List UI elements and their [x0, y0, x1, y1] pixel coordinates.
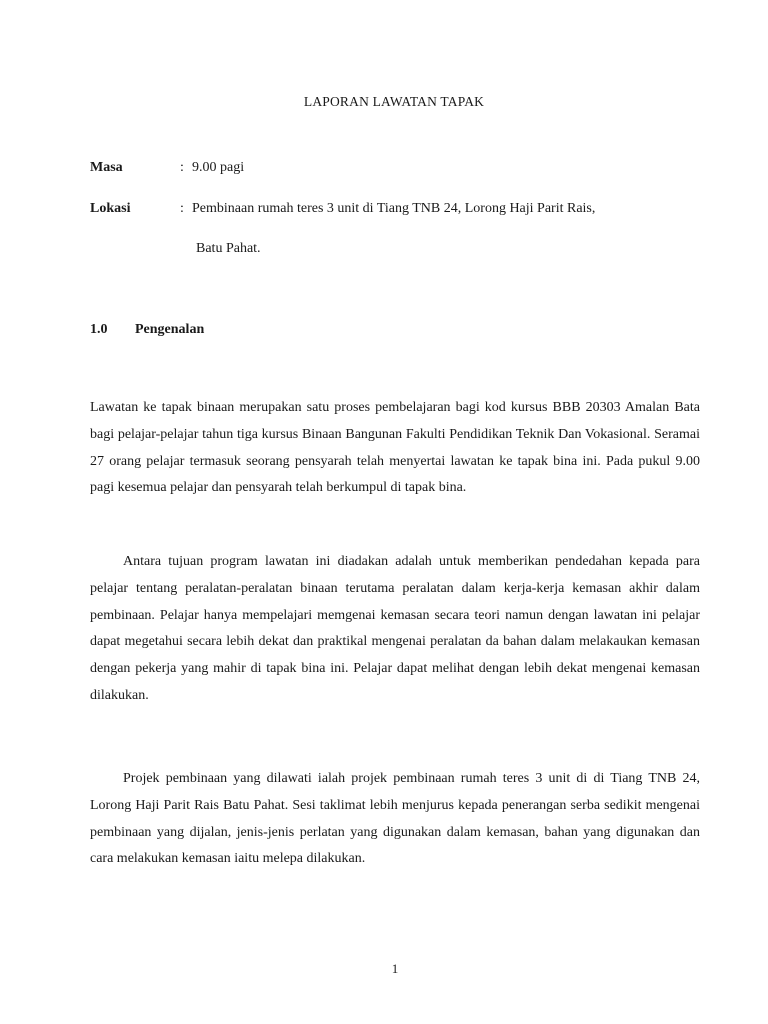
field-value-lokasi-continued: Batu Pahat.: [196, 241, 261, 256]
field-label-masa: Masa: [90, 160, 123, 175]
paragraph-1: Lawatan ke tapak binaan merupakan satu proses pembelajaran bagi kod kursus BBB 20303 Amalan Bata bagi pelajar-pelajar tahun tiga kursus Binaan Bangunan Fakulti Pendidikan Teknik Dan Vokasional. Seramai 27 orang pelajar termasuk seorang pensyarah telah menyertai lawatan ke tapak bina ini. Pada pukul 9.00 pagi kesemua pelajar dan pensyarah telah berkumpul di tapak bina.: [90, 400, 700, 496]
field-label-lokasi: Lokasi: [90, 201, 131, 216]
field-value-lokasi: Pembinaan rumah teres 3 unit di Tiang TNB 24, Lorong Haji Parit Rais,: [192, 201, 596, 216]
section-number: 1.0: [90, 322, 108, 337]
field-colon: :: [180, 160, 184, 175]
paragraph-3: Projek pembinaan yang dilawati ialah projek pembinaan rumah teres 3 unit di di Tiang TNB 24, Lorong Haji Parit Rais Batu Pahat. Sesi taklimat lebih menjurus kepada penerangan serba sedikit mengenai pembinaan yang dijalan, jenis-jenis perlatan yang digunakan dalam kemasan, bahan yang digunakan dan cara melakukan kemasan iaitu melepa dilakukan.: [90, 771, 700, 867]
field-colon: :: [180, 201, 184, 216]
page-number: 1: [391, 961, 399, 976]
document-title: LAPORAN LAWATAN TAPAK: [303, 94, 485, 109]
field-value-masa: 9.00 pagi: [192, 160, 245, 175]
section-title: Pengenalan: [135, 322, 205, 337]
paragraph-2: Antara tujuan program lawatan ini diadakan adalah untuk memberikan pendedahan kepada para pelajar tentang peralatan-peralatan binaan terutama peralatan dalam kerja-kerja kemasan akhir dalam pembinaan. Pelajar hanya mempelajari memgenai kemasan secara teori namun dengan lawatan ini pelajar dapat megetahui secara lebih dekat dan praktikal mengenai peralatan da bahan dalam melakaukan kemasan dengan pekerja yang mahir di tapak bina ini. Pelajar dapat melihat dengan lebih dekat mengenai kemasan dilakukan.: [90, 554, 700, 703]
